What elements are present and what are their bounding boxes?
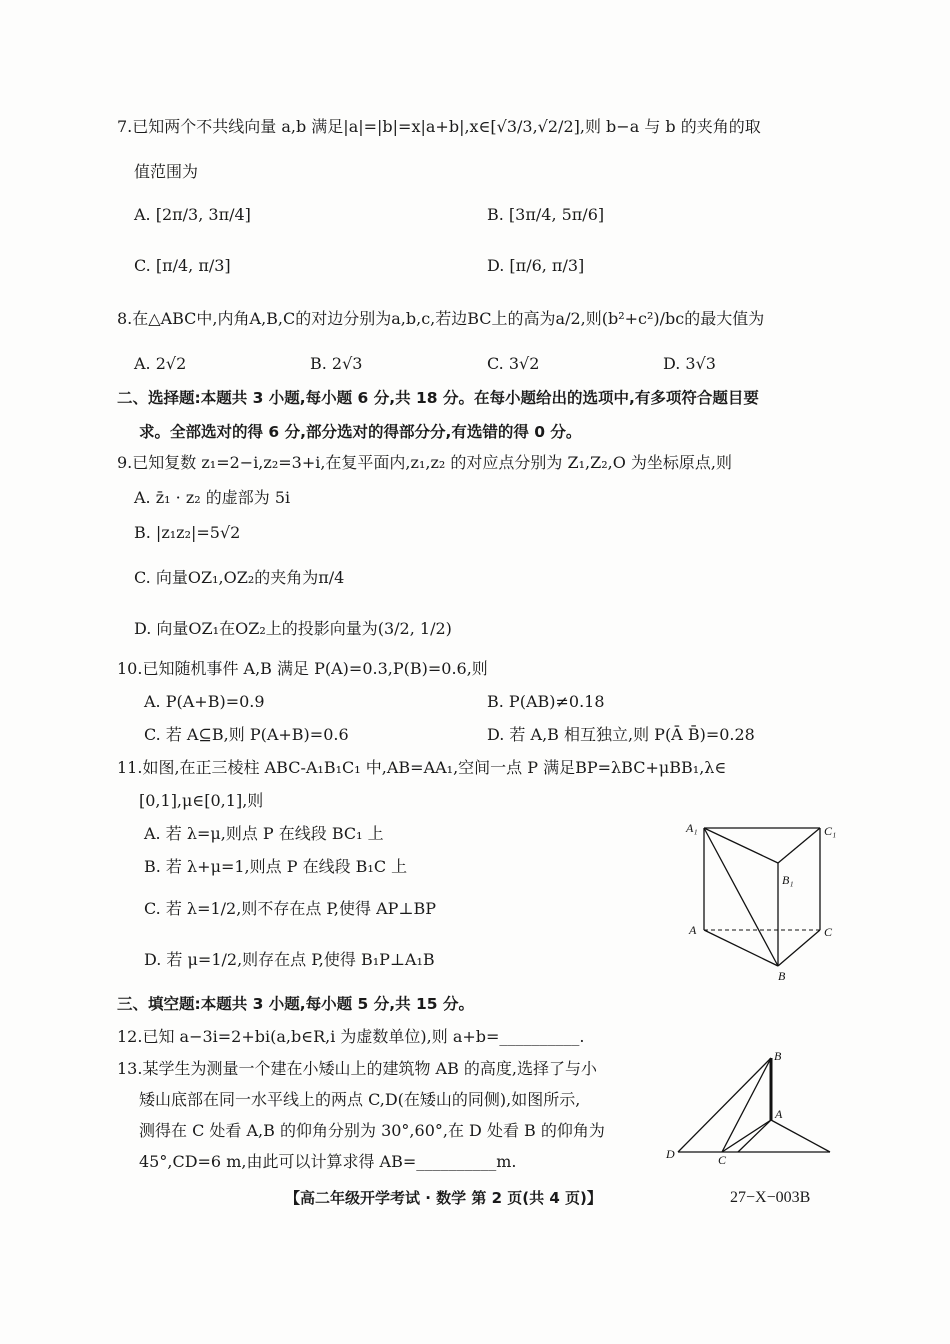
- q7-option-b: B. [3π/4, 5π/6]: [487, 205, 605, 224]
- q13-line3: 测得在 C 处看 A,B 的仰角分别为 30°,60°,在 D 处看 B 的仰角为: [139, 1121, 605, 1140]
- q11-stem-cont: [0,1],μ∈[0,1],则: [139, 791, 264, 810]
- q11-stem: 11.如图,在正三棱柱 ABC-A₁B₁C₁ 中,AB=AA₁,空间一点 P 满足BP=λBC+μBB₁,λ∈: [117, 758, 727, 777]
- q10-option-c: C. 若 A⊆B,则 P(A+B)=0.6: [144, 725, 349, 744]
- q13-line1: 13.某学生为测量一个建在小矮山上的建筑物 AB 的高度,选择了与小: [117, 1059, 598, 1078]
- q8-stem: 8.在△ABC中,内角A,B,C的对边分别为a,b,c,若边BC上的高为a/2,则(b²+c²)/bc的最大值为: [117, 309, 765, 328]
- mountain-figure: [662, 1048, 842, 1168]
- footer-code: 27−X−003B: [730, 1189, 811, 1206]
- q9-option-d: D. 向量OZ₁在OZ₂上的投影向量为(3/2, 1/2): [134, 619, 452, 638]
- q11-option-c: C. 若 λ=1/2,则不存在点 P,使得 AP⊥BP: [144, 899, 436, 918]
- q13-line4: 45°,CD=6 m,由此可以计算求得 AB=__________m.: [139, 1152, 517, 1171]
- q7-option-d: D. [π/6, π/3]: [487, 256, 585, 275]
- q9-stem: 9.已知复数 z₁=2−i,z₂=3+i,在复平面内,z₁,z₂ 的对应点分别为 Z₁,Z₂,O 为坐标原点,则: [117, 453, 732, 472]
- section2-line1: 二、选择题:本题共 3 小题,每小题 6 分,共 18 分。在每小题给出的选项中,有多项符合题目要: [117, 389, 759, 407]
- label-c1: C₁: [824, 824, 837, 838]
- q8-option-c: C. 3√2: [487, 354, 540, 373]
- q7-option-a: A. [2π/3, 3π/4]: [134, 205, 251, 224]
- q10-option-a: A. P(A+B)=0.9: [144, 692, 265, 711]
- q10-option-d: D. 若 A,B 相互独立,则 P(Ā B̄)=0.28: [487, 725, 755, 744]
- label-b: B: [774, 1049, 782, 1063]
- label-c: C: [824, 925, 833, 939]
- q7-option-c: C. [π/4, π/3]: [134, 256, 231, 275]
- q9-option-b: B. |z₁z₂|=5√2: [134, 523, 241, 542]
- label-a: A: [775, 1107, 783, 1121]
- label-b: B: [778, 969, 786, 983]
- q9-option-c: C. 向量OZ₁,OZ₂的夹角为π/4: [134, 568, 345, 587]
- q13-line2: 矮山底部在同一水平线上的两点 C,D(在矮山的同侧),如图所示,: [139, 1090, 581, 1109]
- label-c: C: [718, 1153, 727, 1167]
- q9-option-a: A. z̄₁ · z₂ 的虚部为 5i: [134, 488, 291, 507]
- label-d: D: [666, 1147, 675, 1161]
- q10-option-b: B. P(AB)≠0.18: [487, 692, 605, 711]
- q7-stem: 7.已知两个不共线向量 a,b 满足|a|=|b|=x|a+b|,x∈[√3/3,√2/2],则 b−a 与 b 的夹角的取: [117, 117, 761, 136]
- q12-stem: 12.已知 a−3i=2+bi(a,b∈R,i 为虚数单位),则 a+b=__________.: [117, 1027, 585, 1046]
- label-a1: A₁: [686, 821, 698, 835]
- q8-option-a: A. 2√2: [134, 354, 187, 373]
- q11-option-d: D. 若 μ=1/2,则存在点 P,使得 B₁P⊥A₁B: [144, 950, 435, 969]
- label-b1: B₁: [782, 873, 794, 887]
- footer-title: 【高二年级开学考试 · 数学 第 2 页(共 4 页)】: [285, 1189, 602, 1207]
- section3-header: 三、填空题:本题共 3 小题,每小题 5 分,共 15 分。: [117, 995, 474, 1013]
- q11-option-b: B. 若 λ+μ=1,则点 P 在线段 B₁C 上: [144, 857, 408, 876]
- q10-stem: 10.已知随机事件 A,B 满足 P(A)=0.3,P(B)=0.6,则: [117, 659, 488, 678]
- prism-figure: [680, 818, 840, 988]
- q8-option-d: D. 3√3: [663, 354, 716, 373]
- label-a: A: [689, 923, 697, 937]
- q7-stem-cont: 值范围为: [134, 162, 199, 181]
- q11-option-a: A. 若 λ=μ,则点 P 在线段 BC₁ 上: [144, 824, 384, 843]
- section2-line2: 求。全部选对的得 6 分,部分选对的得部分分,有选错的得 0 分。: [139, 423, 582, 441]
- q8-option-b: B. 2√3: [310, 354, 363, 373]
